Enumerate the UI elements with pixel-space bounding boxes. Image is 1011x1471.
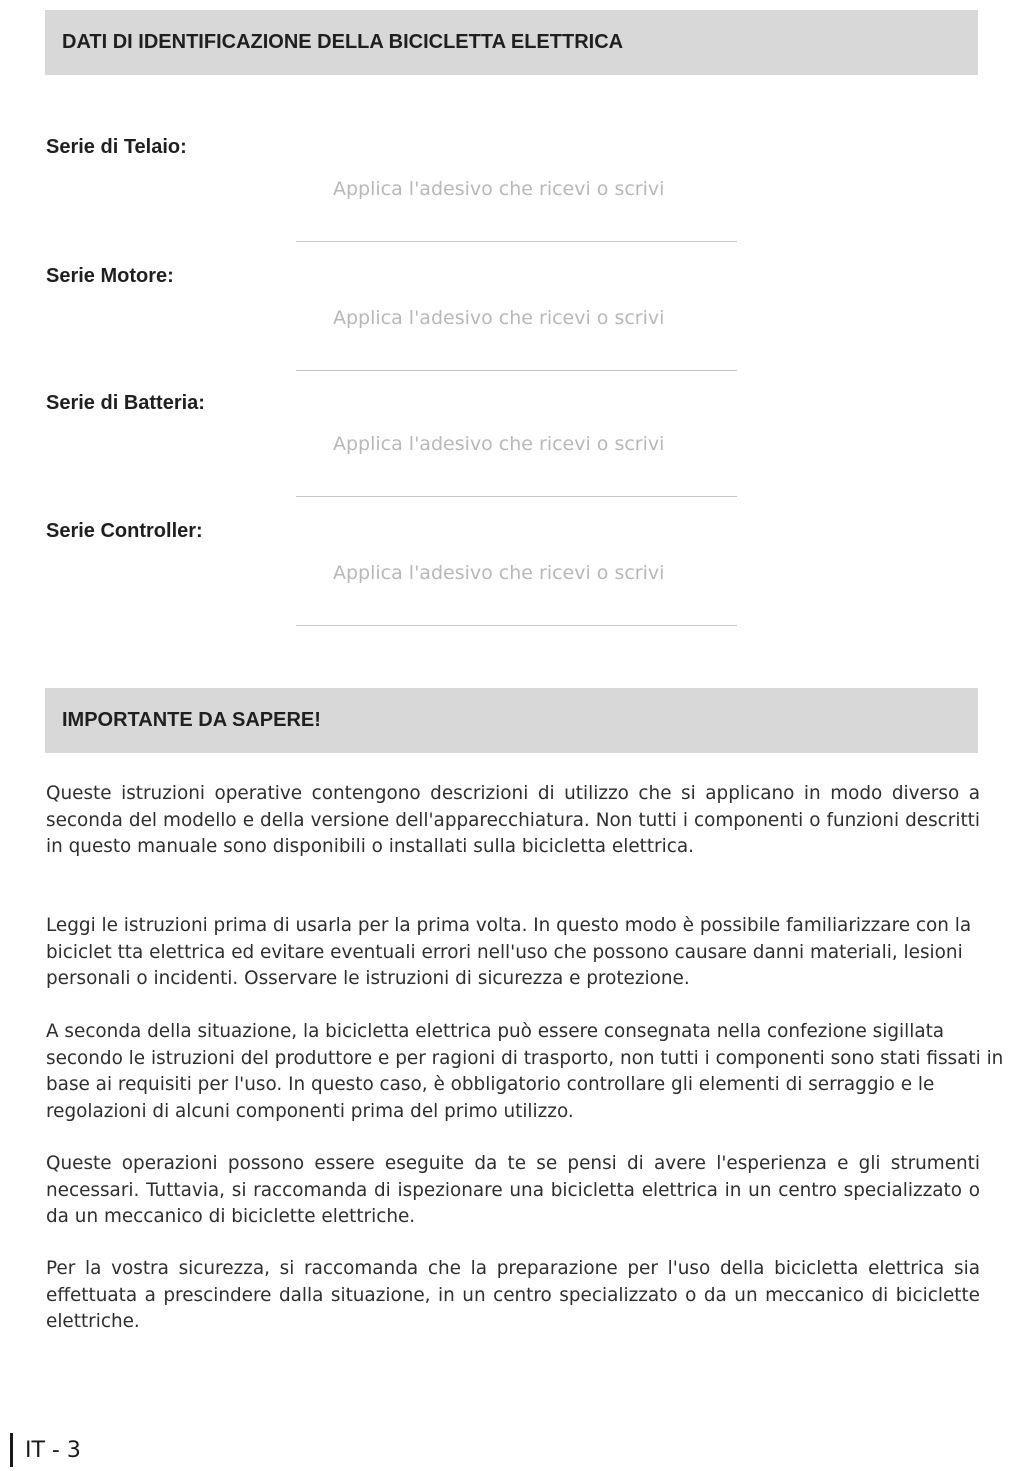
controller-serial-placeholder[interactable]: Applica l'adesivo che ricevi o scrivi: [333, 562, 665, 584]
page-number: IT - 3: [25, 1437, 81, 1463]
paragraph-usage-variations: Queste istruzioni operative contengono descrizioni di utilizzo che si applicano in modo diverso a seconda del modello e della versione dell'apparecchiatura. Non tutti i componenti o funzioni descritti in questo manuale sono disponibili o installati sulla bicicletta elettrica.: [46, 783, 980, 857]
motor-serial-label: Serie Motore:: [46, 265, 174, 287]
frame-serial-write-line[interactable]: [296, 241, 737, 242]
paragraph-read-instructions: Leggi le istruzioni prima di usarla per la prima volta. In questo modo è possibile familiarizzare con la biciclet tta elettrica ed evitare eventuali errori nell'uso che possono causare danni materiali, lesioni personali o incidenti. Osservare le istruzioni di sicurezza e protezione.: [46, 915, 972, 989]
important-section-title: IMPORTANTE DA SAPERE!: [62, 709, 321, 731]
motor-serial-write-line[interactable]: [296, 370, 737, 371]
motor-serial-placeholder[interactable]: Applica l'adesivo che ricevi o scrivi: [333, 307, 665, 329]
paragraph-inspection-recommendation: Queste operazioni possono essere eseguite da te se pensi di avere l'esperienza e gli strumenti necessari. Tuttavia, si raccomanda di ispezionare una bicicletta elettrica in un centro specializzato o da un meccanico di biciclette elettriche.: [46, 1153, 980, 1227]
paragraph-delivery-packaging: A seconda della situazione, la bicicletta elettrica può essere consegnata nella confezione sigillata secondo le istruzioni del produttore e per ragioni di trasporto, non tutti i componenti sono stati fissati in base ai requisiti per l'uso. In questo caso, è obbligatorio controllare gli elementi di serraggio e le regolazioni di alcuni componenti prima del primo utilizzo.: [46, 1021, 1004, 1122]
battery-serial-write-line[interactable]: [296, 496, 737, 497]
identification-section-title: DATI DI IDENTIFICAZIONE DELLA BICICLETTA ELETTRICA: [62, 31, 624, 53]
controller-serial-write-line[interactable]: [296, 625, 737, 626]
paragraph-safety-preparation: Per la vostra sicurezza, si raccomanda che la preparazione per l'uso della bicicletta elettrica sia effettuata a prescindere dalla situazione, in un centro specializzato o da un meccanico di biciclette elettriche.: [46, 1258, 980, 1332]
footer-divider-bar: [10, 1433, 13, 1467]
battery-serial-placeholder[interactable]: Applica l'adesivo che ricevi o scrivi: [333, 433, 665, 455]
identification-section-header: [45, 10, 978, 75]
battery-serial-label: Serie di Batteria:: [46, 392, 205, 414]
page-footer: [10, 1433, 81, 1467]
frame-serial-label: Serie di Telaio:: [46, 136, 187, 158]
frame-serial-placeholder[interactable]: Applica l'adesivo che ricevi o scrivi: [333, 178, 665, 200]
controller-serial-label: Serie Controller:: [46, 520, 203, 542]
important-section-header: [45, 688, 978, 753]
